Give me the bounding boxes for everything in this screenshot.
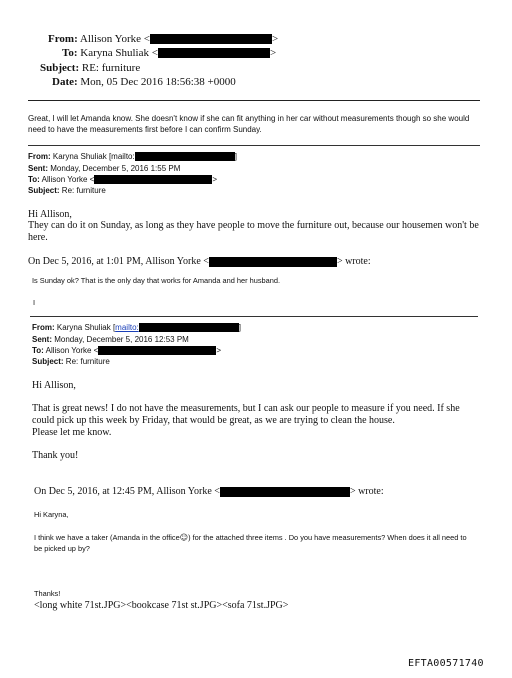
document-id: EFTA00571740 [408, 658, 484, 669]
msg2-to-value: Allison Yorke < [41, 175, 95, 184]
quote1-intro: On Dec 5, 2016, at 1:01 PM, Allison Yorke < [28, 256, 209, 267]
msg3-subject-label: Subject: [32, 357, 64, 366]
msg3-to-close: > [216, 346, 221, 355]
msg3-sent-row [32, 335, 189, 344]
msg2-from-close: ] [234, 152, 237, 161]
header-subject-label: Subject: [40, 62, 80, 74]
redaction-bar [94, 175, 212, 184]
redaction-bar [139, 323, 239, 332]
msg2-from-value: Karyna Shuliak [mailto: [52, 152, 135, 161]
redaction-bar [135, 152, 235, 161]
msg3-mailto-link[interactable]: mailto: [115, 323, 139, 332]
header-from-close: > [271, 33, 279, 45]
quote1-intro-row [28, 256, 371, 267]
msg3-from-value: Karyna Shuliak [ [56, 323, 116, 332]
msg3-body-2: Please let me know. [32, 427, 112, 438]
msg3-from-row [32, 323, 241, 332]
message-divider [28, 145, 480, 146]
header-to-close: > [269, 47, 277, 59]
header-from-label: From: [48, 33, 78, 45]
msg2-sent-label: Sent: [28, 164, 48, 173]
msg2-to-row [28, 175, 217, 184]
header-subject-value: RE: furniture [81, 62, 141, 74]
redaction-bar [150, 34, 272, 44]
msg3-from-close: ] [238, 323, 241, 332]
quote2-intro-row [34, 486, 384, 497]
msg2-sent-value: Monday, December 5, 2016 1:55 PM [50, 164, 181, 173]
message-divider [30, 316, 478, 317]
redaction-bar [209, 257, 337, 267]
quote1-wrote: > wrote: [336, 256, 371, 267]
msg2-to-label: To: [28, 175, 40, 184]
quote2-body-part-b: ) for the attached three items . Do you have measurements? When does it all need to be picked up by? [34, 533, 467, 553]
header-from-value: Allison Yorke < [79, 33, 150, 45]
msg2-from-row [28, 152, 237, 161]
quote2-greeting: Hi Karyna, [34, 510, 69, 519]
smiley-icon: ☺ [179, 533, 189, 542]
msg3-sent-label: Sent: [32, 335, 52, 344]
quote2-body-part-a: I think we have a taker (Amanda in the office [34, 533, 180, 542]
quote2-attachments[interactable]: <long white 71st.JPG><bookcase 71st st.JPG><sofa 71st.JPG> [34, 600, 289, 611]
quote1-stray-mark: I [33, 298, 36, 307]
header-subject-row [40, 62, 140, 74]
header-to-value: Karyna Shuliak < [80, 47, 158, 59]
msg2-subject-row [28, 186, 106, 195]
header-divider [28, 100, 480, 101]
quote2-intro: On Dec 5, 2016, at 12:45 PM, Allison Yorke < [34, 486, 220, 497]
redaction-bar [98, 346, 216, 355]
header-date-row [52, 76, 236, 88]
header-date-value: Mon, 05 Dec 2016 18:56:38 +0000 [80, 76, 236, 88]
quote2-wrote: > wrote: [349, 486, 384, 497]
quote2-body [34, 532, 474, 554]
msg3-signoff: Thank you! [32, 450, 79, 461]
msg2-from-label: From: [28, 152, 51, 161]
header-to-row [62, 47, 276, 59]
redaction-bar [220, 487, 350, 497]
msg2-body: They can do it on Sunday, as long as they have people to move the furniture out, because our housemen won't be here. [28, 220, 479, 243]
msg3-to-label: To: [32, 346, 44, 355]
msg3-subject-value: Re: furniture [65, 357, 110, 366]
msg3-subject-row [32, 357, 110, 366]
header-to-label: To: [62, 47, 78, 59]
msg3-greeting: Hi Allison, [32, 380, 76, 391]
quote2-thanks: Thanks! [34, 589, 61, 598]
msg3-sent-value: Monday, December 5, 2016 12:53 PM [54, 335, 189, 344]
msg2-subject-value: Re: furniture [61, 186, 106, 195]
reply1-body: Great, I will let Amanda know. She doesn't know if she can fit anything in her car without measurements though so she would need to have the measurements first before I can confirm Sunday. [28, 114, 470, 134]
msg2-sent-row [28, 164, 180, 173]
msg2-subject-label: Subject: [28, 186, 60, 195]
msg3-body: That is great news! I do not have the measurements, but I can ask our people to measure if you need. If she could pick up this week by Friday, that would be great, as we are trying to clean the house. [32, 403, 460, 426]
msg3-from-label: From: [32, 323, 55, 332]
msg3-to-row [32, 346, 221, 355]
quote1-body: Is Sunday ok? That is the only day that works for Amanda and her husband. [32, 276, 281, 285]
msg2-greeting: Hi Allison, [28, 209, 72, 220]
msg2-to-close: > [212, 175, 217, 184]
msg3-to-value: Allison Yorke < [45, 346, 99, 355]
header-from-row [48, 33, 278, 45]
redaction-bar [158, 48, 270, 58]
header-date-label: Date: [52, 76, 78, 88]
